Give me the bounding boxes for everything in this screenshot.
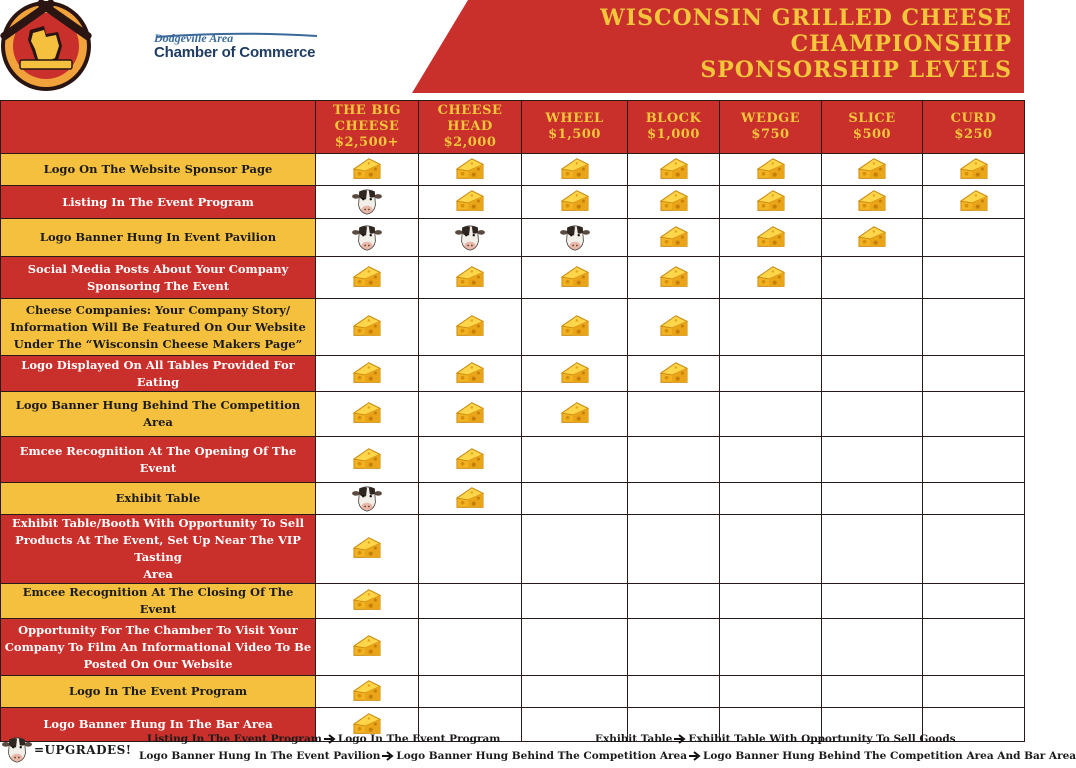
tier-cell [720, 676, 822, 708]
benefit-row [1, 299, 1025, 356]
tier-cell [628, 483, 720, 515]
tier-cell [316, 299, 419, 356]
benefit-row [1, 483, 1025, 515]
benefit-label-line: Logo On The Website Sponsor Page [43, 162, 273, 176]
benefit-row [1, 515, 1025, 584]
tier-cell [522, 257, 628, 299]
tier-cell [522, 437, 628, 483]
tier-cell [316, 483, 419, 515]
tier-name-line: CHEESE [437, 103, 503, 118]
tier-cell [419, 515, 522, 584]
chamber-swoosh-icon [154, 33, 319, 39]
tier-cell [316, 392, 419, 437]
tier-cell [316, 515, 419, 584]
tier-cell [923, 584, 1025, 619]
tier-cell [419, 437, 522, 483]
benefit-label-line: Cheese Companies: Your Company Story/ [25, 302, 291, 317]
tier-cell [628, 186, 720, 219]
tier-cell [316, 154, 419, 186]
tier-cell [720, 515, 822, 584]
arrow-right-icon [689, 751, 701, 761]
cheese-icon [454, 313, 486, 341]
cow-icon [559, 224, 591, 252]
benefit-label-line: Logo In The Event Program [69, 684, 247, 698]
tier-cell [822, 437, 923, 483]
tier-cell [316, 219, 419, 257]
tier-cell [316, 437, 419, 483]
header-banner [0, 0, 1024, 100]
tier-cell [822, 257, 923, 299]
benefit-label-line: Exhibit Table [115, 491, 201, 505]
chamber-line2: Chamber of Commerce [154, 44, 316, 61]
tier-header-block [628, 101, 720, 154]
benefit-label [1, 676, 316, 708]
upgrade-from: Logo Banner Hung In The Event Pavilion [139, 750, 381, 762]
cheese-icon [658, 224, 690, 252]
tier-cell [628, 299, 720, 356]
tier-cell [628, 584, 720, 619]
tier-cell [822, 299, 923, 356]
upgrade-line-banner [139, 750, 1076, 762]
benefit-label-line: Logo Banner Hung In The Bar Area [43, 717, 273, 731]
cheese-icon [351, 400, 383, 428]
arrow-right-icon [674, 734, 686, 744]
cow-icon [351, 224, 383, 252]
tier-cell [522, 515, 628, 584]
benefit-label [1, 584, 316, 619]
cheese-icon [658, 360, 690, 388]
upgrade-line-exhibit [595, 733, 956, 745]
tier-header-row [1, 101, 1025, 154]
title-line: SPONSORSHIP LEVELS [700, 57, 1012, 83]
chamber-line1: Dodgeville Area [154, 31, 234, 45]
tier-name-line: CHEESE [334, 119, 400, 134]
benefit-row [1, 619, 1025, 676]
cheese-icon [351, 535, 383, 563]
tier-cell [522, 483, 628, 515]
cheese-icon [351, 360, 383, 388]
tier-name-line: CURD [950, 111, 997, 126]
benefit-label-line: Logo Banner Hung Behind The Competition Area [15, 398, 301, 429]
page-title [542, 5, 1012, 83]
upgrade-from: Listing In The Event Program [147, 733, 322, 745]
upgrade-legend [2, 734, 132, 766]
tier-name-line: WHEEL [545, 111, 604, 126]
benefit-label [1, 619, 316, 676]
tier-cell [720, 619, 822, 676]
benefit-label [1, 392, 316, 437]
tier-cell [522, 186, 628, 219]
tier-header-slice [822, 101, 923, 154]
upgrade-to: Logo In The Event Program [337, 733, 501, 745]
cheese-icon [559, 360, 591, 388]
benefit-label [1, 483, 316, 515]
benefit-label [1, 154, 316, 186]
tier-cell [419, 299, 522, 356]
cheese-icon [958, 188, 990, 216]
tier-cell [720, 584, 822, 619]
tier-price: $1,500 [548, 127, 601, 142]
tier-name-line: SLICE [848, 111, 896, 126]
benefit-label-line: Opportunity For The Chamber To Visit Your [18, 622, 298, 637]
tier-cell [923, 219, 1025, 257]
tier-cell [822, 356, 923, 392]
tier-cell [628, 676, 720, 708]
upgrade-then: Logo Banner Hung Behind The Competition Area And Bar Area [703, 750, 1076, 762]
championship-logo-icon [0, 0, 92, 92]
tier-cell [822, 619, 923, 676]
tier-cell [923, 257, 1025, 299]
cheese-icon [755, 188, 787, 216]
cheese-icon [559, 264, 591, 292]
benefit-label-line: Emcee Recognition At The Closing Of The Event [22, 585, 294, 616]
cheese-icon [559, 400, 591, 428]
cheese-icon [856, 156, 888, 184]
tier-cell [316, 257, 419, 299]
cheese-icon [658, 264, 690, 292]
tier-cell [522, 584, 628, 619]
title-line: WISCONSIN GRILLED CHEESE [600, 5, 1012, 31]
benefit-label [1, 356, 316, 392]
cheese-icon [454, 156, 486, 184]
tier-header-wheel [522, 101, 628, 154]
tier-cell [522, 619, 628, 676]
benefit-row [1, 437, 1025, 483]
tier-cell [720, 219, 822, 257]
benefit-label [1, 515, 316, 584]
tier-cell [316, 584, 419, 619]
benefit-row [1, 584, 1025, 619]
tier-price: $500 [852, 127, 892, 142]
tier-cell [316, 619, 419, 676]
tier-cell [628, 392, 720, 437]
tier-cell [522, 299, 628, 356]
cow-icon [351, 485, 383, 513]
cheese-icon [755, 156, 787, 184]
tier-cell [419, 584, 522, 619]
benefit-label-line: Emcee Recognition At The Opening Of The Event [19, 443, 297, 475]
tier-header-cheese-head [419, 101, 522, 154]
cheese-icon [559, 156, 591, 184]
tier-price: $1,000 [647, 127, 700, 142]
benefit-label-line: Information Will Be Featured On Our Website [10, 319, 306, 334]
tier-name-line: WEDGE [740, 111, 801, 126]
cheese-icon [351, 264, 383, 292]
cheese-icon [559, 313, 591, 341]
tier-cell [628, 356, 720, 392]
cheese-icon [454, 446, 486, 474]
tier-cell [923, 154, 1025, 186]
tier-cell [419, 619, 522, 676]
cheese-icon [454, 360, 486, 388]
cheese-icon [351, 313, 383, 341]
tier-cell [522, 154, 628, 186]
arrow-right-icon [382, 751, 394, 761]
tier-cell [419, 676, 522, 708]
tier-cell [419, 186, 522, 219]
tier-cell [316, 186, 419, 219]
cheese-icon [454, 264, 486, 292]
benefit-label-line: Logo Banner Hung In Event Pavilion [39, 230, 277, 244]
cheese-icon [856, 224, 888, 252]
header-corner [1, 101, 316, 154]
tier-cell [720, 483, 822, 515]
benefit-label [1, 186, 316, 219]
benefit-label-line: Area [143, 567, 173, 581]
tier-price: $750 [751, 127, 790, 142]
benefit-row [1, 219, 1025, 257]
cheese-icon [351, 446, 383, 474]
cheese-icon [454, 188, 486, 216]
tier-cell [316, 356, 419, 392]
sponsorship-table [0, 100, 1025, 742]
benefit-label-line: Company To Film An Informational Video To Be [4, 639, 312, 654]
tier-cell [720, 257, 822, 299]
tier-cell [822, 392, 923, 437]
tier-cell [822, 584, 923, 619]
tier-cell [419, 392, 522, 437]
tier-cell [419, 257, 522, 299]
tier-cell [720, 392, 822, 437]
tier-cell [923, 515, 1025, 584]
benefit-label-line: Posted On Our Website [83, 656, 233, 671]
tier-cell [923, 483, 1025, 515]
cheese-icon [351, 633, 383, 661]
benefit-label-line: Sponsoring The Event [86, 278, 230, 293]
tier-cell [522, 356, 628, 392]
cow-icon [454, 224, 486, 252]
benefit-label-line: Listing In The Event Program [62, 194, 254, 209]
tier-cell [419, 219, 522, 257]
upgrade-to: Logo Banner Hung Behind The Competition Area [396, 750, 688, 762]
cheese-icon [351, 587, 383, 615]
tier-cell [628, 257, 720, 299]
benefit-row [1, 154, 1025, 186]
title-line: CHAMPIONSHIP [790, 31, 1012, 57]
benefit-row [1, 257, 1025, 299]
tier-cell [720, 154, 822, 186]
tier-header-wedge [720, 101, 822, 154]
cheese-icon [454, 485, 486, 513]
benefit-label [1, 219, 316, 257]
benefit-label [1, 299, 316, 356]
tier-cell [419, 483, 522, 515]
cheese-icon [958, 156, 990, 184]
tier-cell [822, 515, 923, 584]
tier-cell [720, 186, 822, 219]
tier-cell [822, 676, 923, 708]
tier-cell [923, 392, 1025, 437]
tier-cell [522, 676, 628, 708]
tier-cell [923, 186, 1025, 219]
tier-cell [822, 154, 923, 186]
tier-cell [923, 299, 1025, 356]
tier-cell [720, 299, 822, 356]
benefit-label-line: Under The “Wisconsin Cheese Makers Page” [13, 336, 303, 351]
tier-cell [419, 154, 522, 186]
tier-cell [720, 356, 822, 392]
tier-cell [628, 515, 720, 584]
upgrade-line-program [147, 733, 500, 745]
benefit-label-line: Products At The Event, Set Up Near The VIP Tasting [15, 533, 301, 564]
tier-cell [923, 676, 1025, 708]
tier-cell [522, 219, 628, 257]
tier-cell [316, 676, 419, 708]
cheese-icon [755, 264, 787, 292]
tier-cell [522, 392, 628, 437]
tier-cell [628, 437, 720, 483]
cheese-icon [559, 188, 591, 216]
tier-cell [720, 437, 822, 483]
cheese-icon [658, 188, 690, 216]
tier-header-curd [923, 101, 1025, 154]
legend-label: =UPGRADES! [34, 743, 132, 757]
tier-price: $2,000 [443, 135, 497, 150]
benefit-label-line: Social Media Posts About Your Company [27, 261, 289, 276]
tier-price: $250 [954, 127, 993, 142]
benefit-label-line: Logo Displayed On All Tables Provided For Eating [21, 357, 295, 389]
cheese-icon [856, 188, 888, 216]
chamber-of-commerce-logo [154, 32, 324, 61]
cheese-icon [351, 156, 383, 184]
cheese-icon [755, 224, 787, 252]
cheese-icon [351, 678, 383, 706]
tier-cell [822, 219, 923, 257]
tier-cell [923, 619, 1025, 676]
tier-name-line: THE BIG [332, 103, 402, 118]
benefit-row [1, 186, 1025, 219]
tier-header-big-cheese [316, 101, 419, 154]
footer-legend [0, 731, 1076, 768]
upgrade-from: Exhibit Table [595, 733, 673, 745]
tier-price: $2,500+ [334, 135, 400, 150]
benefit-row [1, 676, 1025, 708]
tier-cell [628, 619, 720, 676]
cheese-icon [454, 400, 486, 428]
benefit-row [1, 356, 1025, 392]
arrow-right-icon [324, 734, 336, 744]
tier-cell [923, 356, 1025, 392]
cow-icon [351, 188, 383, 216]
cow-icon [2, 734, 32, 766]
tier-name-line: BLOCK [645, 111, 702, 126]
cheese-icon [658, 313, 690, 341]
tier-cell [822, 483, 923, 515]
benefit-row [1, 392, 1025, 437]
tier-cell [419, 356, 522, 392]
tier-cell [628, 219, 720, 257]
benefit-label [1, 257, 316, 299]
benefit-label-line: Exhibit Table/Booth With Opportunity To Sell [12, 516, 304, 530]
tier-name-line: HEAD [447, 119, 493, 134]
cheese-icon [658, 156, 690, 184]
tier-cell [822, 186, 923, 219]
tier-cell [628, 154, 720, 186]
upgrade-to: Exhibit Table With Opportunity To Sell Goods [688, 733, 956, 745]
tier-cell [923, 437, 1025, 483]
benefit-label [1, 437, 316, 483]
